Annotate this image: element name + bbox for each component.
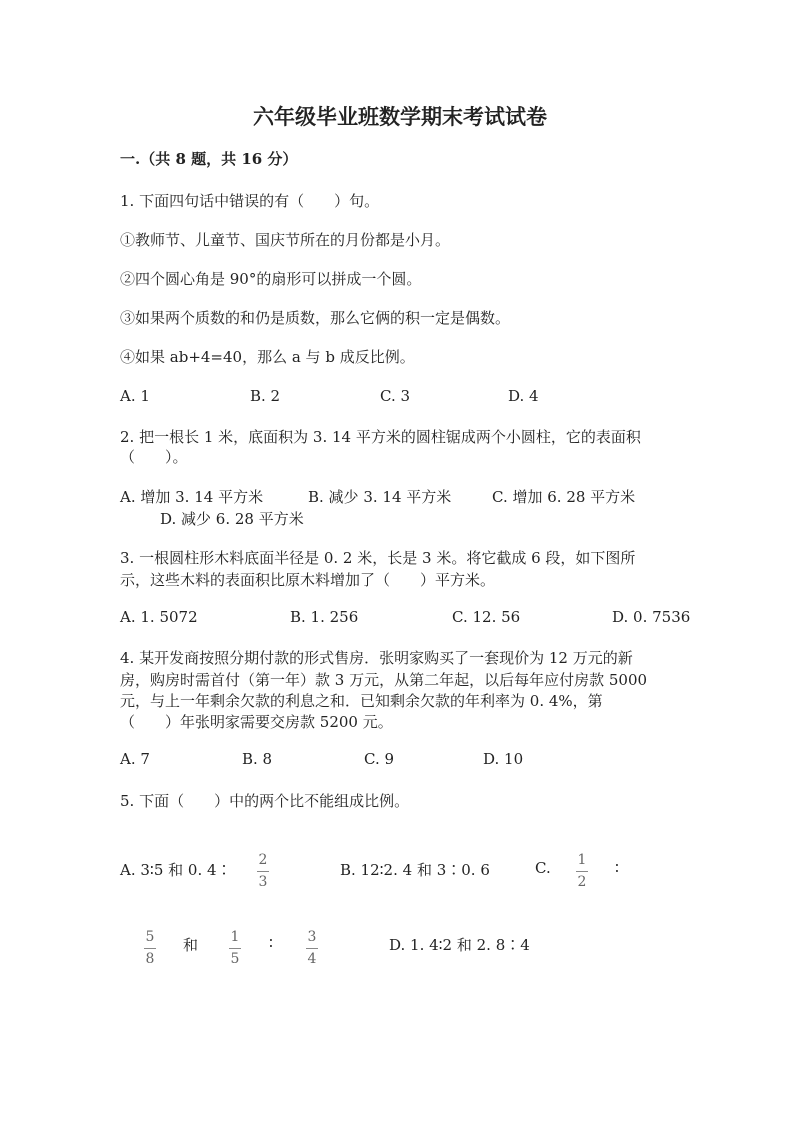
q5-option-c-label: C. — [535, 859, 551, 877]
q2-stem-line-1: 2. 把一根长 1 米，底面积为 3. 14 平方米的圆柱锯成两个小圆柱，它的表面积 — [120, 428, 641, 446]
q1-option-a: A. 1 — [120, 387, 150, 405]
fraction-denominator: 8 — [145, 951, 155, 967]
fraction-bar — [306, 948, 318, 949]
q1-option-b: B. 2 — [250, 387, 281, 405]
q4-option-d: D. 10 — [483, 750, 524, 768]
q1-option-d: D. 4 — [508, 387, 539, 405]
q3-option-d: D. 0. 7536 — [612, 608, 691, 626]
q3-option-b: B. 1. 256 — [290, 608, 359, 626]
q2-option-b: B. 减少 3. 14 平方米 — [308, 488, 452, 506]
q5-option-c-colon-2: ∶ — [269, 934, 273, 952]
q5-option-c-fraction — [576, 853, 588, 889]
q4-option-c: C. 9 — [364, 750, 395, 768]
q2-option-d: D. 减少 6. 28 平方米 — [160, 510, 304, 528]
q2-option-c: C. 增加 6. 28 平方米 — [492, 488, 636, 506]
q5-option-a-text: A. 3∶5 和 0. 4∶ — [120, 861, 232, 879]
q1-option-c: C. 3 — [380, 387, 411, 405]
q2-stem-line-2: （ ）。 — [120, 448, 188, 466]
fraction-numerator: 3 — [307, 929, 317, 945]
q1-statement-4: ④如果 ab+4=40，那么 a 与 b 成反比例。 — [120, 348, 415, 366]
q1-stem: 1. 下面四句话中错误的有（ ）句。 — [120, 192, 380, 210]
q4-option-a: A. 7 — [120, 750, 150, 768]
fraction-bar — [257, 871, 269, 872]
q4-stem-line-3: 元，与上一年剩余欠款的利息之和．已知剩余欠款的年利率为 0. 4%，第 — [120, 692, 603, 710]
fraction-denominator: 2 — [577, 874, 587, 890]
fraction-bar — [144, 948, 156, 949]
q3-stem-line-1: 3. 一根圆柱形木料底面半径是 0. 2 米，长是 3 米。将它截成 6 段，如下图所 — [120, 549, 636, 567]
q3-stem-line-2: 示，这些木料的表面积比原木料增加了（ ）平方米。 — [120, 571, 496, 589]
q5-stem: 5. 下面（ ）中的两个比不能组成比例。 — [120, 792, 410, 810]
q1-statement-3: ③如果两个质数的和仍是质数，那么它俩的积一定是偶数。 — [120, 309, 511, 327]
fraction-denominator: 3 — [258, 874, 268, 890]
q5-option-d: D. 1. 4∶2 和 2. 8∶4 — [389, 936, 530, 954]
fraction-numerator: 1 — [577, 852, 587, 868]
fraction-numerator: 2 — [258, 852, 268, 868]
q5-option-c-colon: ∶ — [615, 859, 619, 877]
fraction-numerator: 1 — [230, 929, 240, 945]
q4-stem-line-2: 房，购房时需首付（第一年）款 3 万元，从第二年起，以后每年应付房款 5000 — [120, 671, 648, 689]
q5-option-b: B. 12∶2. 4 和 3∶0. 6 — [340, 861, 490, 879]
q4-stem-line-4: （ ）年张明家需要交房款 5200 元。 — [120, 713, 393, 731]
q4-option-b: B. 8 — [242, 750, 273, 768]
fraction-denominator: 5 — [230, 951, 240, 967]
q5-option-c-fraction-3-4 — [306, 930, 318, 966]
fraction-numerator: 5 — [145, 929, 155, 945]
fraction-denominator: 4 — [307, 951, 317, 967]
section-heading: 一.（共 8 题，共 16 分） — [120, 150, 298, 168]
q4-stem-line-1: 4. 某开发商按照分期付款的形式售房．张明家购买了一套现价为 12 万元的新 — [120, 649, 633, 667]
q3-option-a: A. 1. 5072 — [120, 608, 198, 626]
fraction-bar — [229, 948, 241, 949]
q5-option-a-fraction — [257, 853, 269, 889]
q5-option-c-and: 和 — [183, 936, 199, 954]
q3-option-c: C. 12. 56 — [452, 608, 521, 626]
q2-option-a: A. 增加 3. 14 平方米 — [120, 488, 264, 506]
fraction-bar — [576, 871, 588, 872]
q5-option-c-fraction-1-5 — [229, 930, 241, 966]
q5-option-c-fraction-5-8 — [144, 930, 156, 966]
q1-statement-2: ②四个圆心角是 90°的扇形可以拼成一个圆。 — [120, 270, 422, 288]
page-title: 六年级毕业班数学期末考试试卷 — [253, 104, 547, 129]
q1-statement-1: ①教师节、儿童节、国庆节所在的月份都是小月。 — [120, 231, 451, 249]
